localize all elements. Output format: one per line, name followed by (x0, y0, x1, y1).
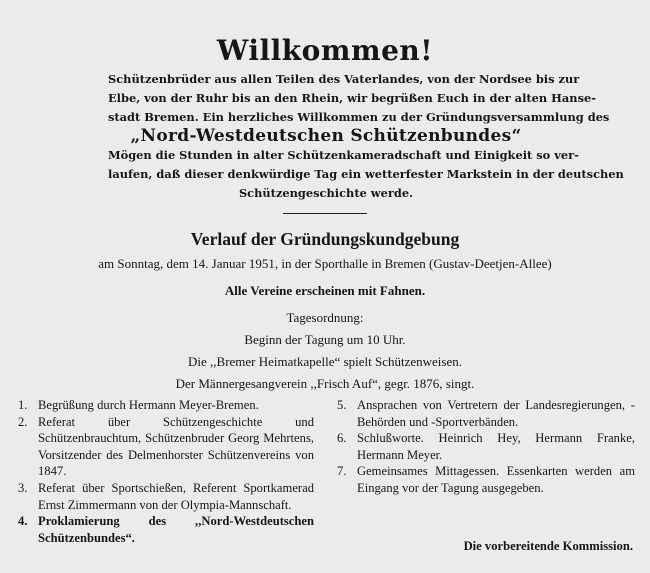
agenda-item (18, 480, 314, 513)
item-number: 2. (18, 414, 28, 429)
agenda-item (337, 397, 635, 430)
item-number: 4. (18, 514, 28, 529)
welcome-line: Schützengeschichte werde. (238, 186, 414, 200)
item-number: 3. (18, 480, 28, 495)
item-number: 1. (18, 398, 28, 412)
item-number: 6. (337, 431, 347, 446)
item-text: Begrüßung durch Hermann Meyer-Bremen. (38, 398, 259, 412)
welcome-paragraph (108, 70, 624, 203)
item-text: Referat über Schützengeschichte und Schützenbrauchtum, Schützenbruder Georg Mehrtens, Vorsitzender des Delmenhorster Schützenvereins von 1847. (38, 414, 314, 479)
item-number: 7. (337, 464, 347, 479)
welcome-line: stadt Bremen. Ein herzliches Willkommen zu der Gründungsversammlung des (108, 110, 610, 124)
agenda-item (18, 414, 314, 480)
agenda-begin-time: Beginn der Tagung um 10 Uhr. (244, 332, 406, 347)
welcome-line: Elbe, von der Ruhr bis an den Rhein, wir begrüßen Euch in der alten Hanse- (108, 91, 596, 105)
agenda-title: Tagesordnung: (286, 310, 364, 325)
welcome-line: laufen, daß dieser denkwürdige Tag ein wetterfester Markstein in der deutschen (108, 167, 624, 181)
agenda-band-line: Die ,,Bremer Heimatkapelle“ spielt Schützenweisen. (188, 354, 462, 369)
flags-notice: Alle Vereine erscheinen mit Fahnen. (224, 283, 426, 298)
welcome-line: Mögen die Stunden in alter Schützenkameradschaft und Einigkeit so ver- (108, 148, 579, 162)
divider-rule (283, 213, 367, 214)
signature-line: Die vorbereitende Kommission. (463, 539, 633, 553)
association-name: „Nord-Westdeutschen Schützenbundes“ (130, 126, 522, 146)
agenda-list-right (337, 397, 635, 497)
agenda-choir-line: Der Männergesangverein ,,Frisch Auf“, gegr. 1876, singt. (175, 376, 475, 391)
item-number: 5. (337, 398, 347, 412)
agenda-item (337, 430, 635, 463)
agenda-item (18, 397, 314, 414)
agenda-item (18, 513, 314, 546)
section-heading: Verlauf der Gründungskundgebung (190, 229, 460, 249)
item-text: Gemeinsames Mittagessen. Essenkarten werden am Eingang vor der Tagung ausgegeben. (357, 464, 635, 495)
item-text: Ansprachen von Vertretern der Landesregierungen, -Behörden und -Sportverbänden. (357, 398, 635, 429)
item-text: Referat über Sportschießen, Referent Sportkamerad Ernst Zimmermann von der Olympia-Mannschaft. (38, 480, 314, 512)
event-dateline: am Sonntag, dem 14. Januar 1951, in der Sporthalle in Bremen (Gustav-Deetjen-Allee) (98, 256, 552, 271)
agenda-item (337, 463, 635, 496)
agenda-list-left (18, 397, 314, 546)
item-text: Schlußworte. Heinrich Hey, Hermann Franke, Hermann Meyer. (357, 431, 635, 462)
page-title: Willkommen! (216, 34, 434, 67)
item-text: Proklamierung des ,,Nord-Westdeutschen Schützenbundes“. (38, 514, 314, 545)
welcome-line: Schützenbrüder aus allen Teilen des Vaterlandes, von der Nordsee bis zur (108, 72, 580, 86)
